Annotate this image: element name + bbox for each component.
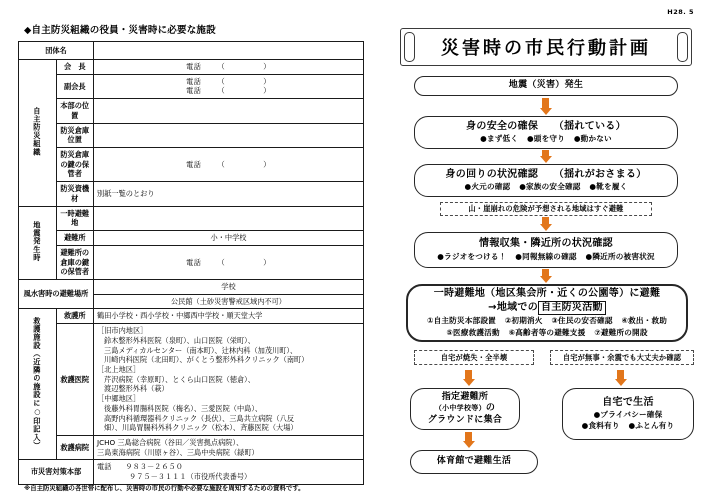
cell-label-aid-clinics: 救護医院 [56,324,94,436]
node-title-line1: 一時避難地（地区集会所・近くの公園等）に避難 [433,288,661,300]
flow-note-home-safe [550,350,694,365]
node-bullet: ●食料有り [581,421,620,431]
cell-value-storm-evacuation-hall: 公民館（土砂災害警戒区域内不可） [94,294,364,309]
table-row-city-disaster-hq [19,460,364,484]
node-title: 身の回りの状況確認 （揺れがおさまる） [445,168,647,180]
cell-value-city-disaster-hq [94,460,364,484]
clinic-area-heading: ［北上地区］ [97,364,141,374]
node-bullet: ●家族の安全確認 [519,182,581,192]
cell-value-chairman[interactable]: 電話 （ ） [94,60,364,75]
node-bullets-row1 [424,316,670,326]
node-bullets [462,182,631,192]
clinic-line: 渡辺整形外科（萩） [104,384,169,394]
tel-label: 電話 [186,76,202,86]
hq-phone-secondary-note: （市役所代表番号） [186,472,252,482]
chart-title-banner [400,28,692,66]
cell-label-supplies: 防災資機材 [56,182,94,206]
chart-title-text: 災害時の市民行動計画 [441,38,651,59]
hospital-line: JCHO 三島総合病院（谷田／災害拠点病院）、 [97,438,244,447]
node-title-line1 [417,392,513,415]
node-title-line2-prefix: →地域での [488,301,539,313]
node-title: 自宅で生活 [602,396,654,408]
node-bullet: ●まず低く [480,134,519,144]
node-bullet: ⑦避難所の開設 [594,327,648,337]
cell-value-shelter-key-keeper[interactable]: 電話 （ ） [94,245,364,279]
flow-node-ensure-personal-safety [414,116,678,149]
node-bullet: ●隣近所の被害状況 [585,251,655,261]
flow-arrow-2-icon [539,150,552,163]
organization-facility-table [18,41,364,485]
cell-label-vice-chairman: 副会長 [56,74,94,98]
flow-node-designated-shelter-ground [410,388,520,430]
tel-label: 電話 [186,86,202,96]
flow-node-check-surroundings [414,164,678,197]
flow-arrow-6-icon [462,432,475,448]
cell-label-organization-name: 団体名 [19,42,94,60]
note-text: 山・崖崩れの危険が予想される地域はすぐ避難 [468,204,624,213]
node-title-prefix: 指定避難所 [441,392,489,403]
cell-value-temporary-evacuation[interactable] [94,206,364,230]
flow-node-earthquake-occurs [414,76,678,96]
node-bullet: ●同報無線の確認 [515,251,577,261]
clinic-area-heading: ［中郷地区］ [97,394,141,404]
cell-value-storm-evacuation-school: 学校 [94,279,364,294]
node-title-line2: グラウンドに集合 [427,414,503,425]
clinic-line: 後藤外科胃腸科医院（梅名）、三愛医院（中島）、 [104,403,263,413]
cell-label-aid-hospitals: 救護病院 [56,436,94,460]
highlighted-term-voluntary-disaster-activity: 自主防災活動 [538,301,606,316]
cell-value-vice-chairman[interactable]: 電話 （ ） 電話 （ ） [94,74,364,98]
clinic-line: 川崎内科医院（北田町）、がくとう整形外科クリニック（南町） [104,355,309,365]
node-bullets-row2 [579,421,678,431]
cell-value-warehouse-key-keeper[interactable]: 電話 （ ） [94,148,364,182]
table-row-temporary-evacuation [19,206,364,230]
node-bullet: ①自主防災本部設置 [426,316,496,326]
cell-label-shelter-key-keeper: 避難所の倉庫の鍵の保管者 [56,245,94,279]
cell-category-relief-facilities: 救護施設（近隣の施設に○印記入） [19,309,57,460]
cell-label-storm-evacuation: 風水害時の避難場所 [19,279,94,308]
flow-node-gymnasium-shelter-life [410,450,538,474]
cell-value-aid-clinics [94,324,364,436]
cell-category-self-defense-org: 自主防災組織 [19,60,57,207]
node-bullets [434,252,657,262]
node-title: 地震（災害）発生 [508,80,584,91]
flow-node-gather-information [414,232,678,268]
cell-label-warehouse-location: 防災倉庫位置 [56,123,94,147]
flow-arrow-1-icon [539,98,552,115]
table-row-warehouse-location [19,123,364,147]
node-bullet: ●プライバシー確保 [593,410,663,419]
node-title: 情報収集・隣近所の状況確認 [479,238,613,250]
node-bullet: ●火元の確認 [464,182,511,192]
disaster-prevention-form [18,22,368,485]
table-row-vice-chairman [19,74,364,98]
flow-note-landslide-warning [440,202,652,216]
table-row-storm-evacuation-school [19,279,364,294]
node-title: 体育館で避難生活 [436,456,512,467]
cell-value-aid-hospitals [94,436,364,460]
cell-category-earthquake-time: 地震発生時 [19,206,57,279]
cell-label-shelter: 避難所 [56,231,94,246]
table-row-supplies [19,182,364,206]
cell-label-aid-station: 救護所 [56,309,94,324]
table-row-aid-clinics [19,324,364,436]
flow-note-home-destroyed [414,350,534,365]
flow-node-live-at-home [562,388,694,440]
node-title-small: （小中学校等） [434,404,486,413]
node-bullet: ⑥高齢者等の避難支援 [508,327,586,337]
cell-value-shelter: 小・中学校 [94,231,364,246]
table-row-aid-hospitals [19,436,364,460]
node-bullet: ③住民の安否確認 [551,316,613,326]
cell-label-warehouse-key-keeper: 防災倉庫の鍵の保管者 [56,148,94,182]
clinic-line: 高野内科循環器科クリニック（長伏）、三島共立病院（八反 [104,413,295,423]
node-title: 身の安全の確保 （揺れている） [466,120,626,132]
flow-arrow-5-right-icon [614,370,627,386]
clinic-line: 鈴木整形外科医院（泉町）、山口医院（栄町）、 [104,335,255,345]
cell-value-hq-location[interactable] [94,99,364,123]
clinic-area-heading: ［旧市内地区］ [97,326,148,336]
node-bullets [477,134,615,144]
tel-label: 電話 [186,159,202,169]
form-footnote: ※自主防災組織の各世帯に配布し、災害時の市民の行動や必要な施設を周知するための資料です。 [24,484,305,492]
document-revision: H28. 5 [667,8,694,16]
node-title-suffix: の [485,403,496,414]
table-row-organization-name [19,42,364,60]
cell-value-warehouse-location[interactable] [94,123,364,147]
banner-cap-right-icon [677,32,688,62]
tel-label: 電話 [186,62,202,71]
cell-label-chairman: 会 長 [56,60,94,75]
hq-phone-primary: ９８３－２６５０ [125,462,183,472]
form-heading: ◆自主防災組織の役員・災害時に必要な施設 [24,25,216,36]
note-text: 自宅が無事・余震でも大丈夫か確認 [562,352,682,362]
tel-label: 電話 [97,462,112,472]
table-row-hq-location [19,99,364,123]
clinic-line: 芹沢病院（幸原町）、とくら山口医院（徳倉）、 [104,374,255,384]
note-text: 自宅が焼失・全半壊 [440,352,508,362]
node-bullet: ②初期消火 [504,316,543,326]
node-bullet: ●ラジオをつける！ [437,251,507,261]
clinic-line: 畑）、川島胃腸科外科クリニック（松本）、斉藤医院（大場） [104,423,298,433]
cell-value-aid-station: 鶴田小学校・西小学校・中郷西中学校・順天堂大学 [94,309,364,324]
node-bullet: ●動かない [573,134,612,144]
flow-arrow-3-icon [539,217,552,231]
flow-arrow-4-icon [539,269,552,283]
hq-phone-secondary: ９７５－３１１１ [129,472,187,482]
cell-label-city-disaster-hq: 市災害対策本部 [19,460,94,484]
table-row-shelter-key-keeper [19,245,364,279]
flow-node-temporary-evacuation-activities [406,284,688,342]
table-row-aid-station [19,309,364,324]
tel-label: 電話 [186,257,202,267]
node-bullet: ●ふとん有り [628,421,675,431]
flow-arrow-5-left-icon [462,370,475,386]
table-row-chairman [19,60,364,75]
node-bullet: ●靴を履く [589,182,628,192]
node-bullet: ⑤医療救護活動 [446,327,500,337]
node-bullets-row1 [591,410,666,420]
cell-value-supplies: 別紙一覧のとおり [94,182,364,206]
clinic-line: 三島メディカルセンター（南本町）、辻林内科（加茂川町）、 [104,345,298,355]
table-row-warehouse-key-keeper [19,148,364,182]
citizen-action-flowchart [392,8,700,488]
node-bullet: ●頭を守り [526,134,565,144]
table-row-shelter [19,231,364,246]
banner-cap-left-icon [404,32,415,62]
cell-value-organization-name[interactable] [94,42,364,60]
node-bullet: ④救出・救助 [621,316,668,326]
node-title-line2 [488,301,606,316]
hospital-line: 三島東海病院（川原ヶ谷）、三島中央病院（緑町） [97,447,259,457]
cell-label-temporary-evacuation: 一時避難地 [56,206,94,230]
cell-label-hq-location: 本部の位置 [56,99,94,123]
node-bullets-row2 [443,328,650,338]
